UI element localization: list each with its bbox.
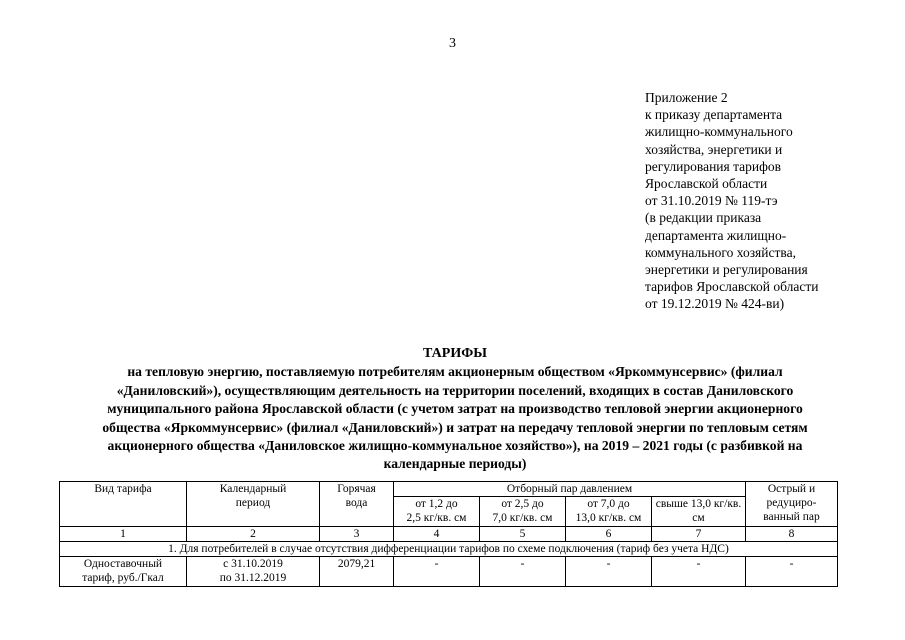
column-number: 3 bbox=[320, 527, 394, 542]
table-row bbox=[60, 557, 838, 587]
document-title: ТАРИФЫ bbox=[423, 346, 487, 361]
title-line: муниципального района Ярославской области (с учетом затрат на производство тепловой энергии акционерного bbox=[107, 401, 803, 417]
column-number: 2 bbox=[187, 527, 320, 542]
header-hot-water-line: Горячая bbox=[337, 483, 376, 495]
row-steam-4: - bbox=[652, 557, 746, 587]
appendix-line: от 19.12.2019 № 424-ви) bbox=[645, 296, 785, 312]
header-steam-line: 2,5 кг/кв. см bbox=[406, 512, 467, 524]
title-line: акционерного общества «Даниловское жилищно-коммунальное хозяйство»), на 2019 – 2021 годы (с разбивкой на bbox=[107, 438, 803, 454]
row-tariff-line: тариф, руб./Гкал bbox=[82, 572, 164, 584]
column-number: 1 bbox=[60, 527, 187, 542]
title-line: календарные периоды) bbox=[383, 456, 527, 472]
row-period-line: по 31.12.2019 bbox=[219, 572, 287, 584]
header-steam-3 bbox=[566, 497, 652, 527]
appendix-line: жилищно-коммунального bbox=[645, 124, 793, 140]
row-hot-water: 2079,21 bbox=[320, 557, 394, 587]
appendix-line: от 31.10.2019 № 119-тэ bbox=[645, 193, 778, 209]
appendix-line: коммунального хозяйства, bbox=[645, 244, 796, 260]
header-steam-line: от 7,0 до bbox=[587, 498, 630, 510]
header-steam-line: свыше 13,0 кг/кв. bbox=[655, 498, 742, 510]
appendix-line: регулирования тарифов bbox=[645, 158, 782, 174]
header-hot-water bbox=[320, 482, 394, 527]
header-steam-line: 7,0 кг/кв. см bbox=[492, 512, 553, 524]
header-period bbox=[187, 482, 320, 527]
row-tariff-line: Одноставочный bbox=[83, 558, 163, 570]
column-number: 4 bbox=[394, 527, 480, 542]
header-sharp-steam bbox=[746, 482, 838, 527]
column-number: 7 bbox=[652, 527, 746, 542]
header-tariff-type: Вид тарифа bbox=[60, 482, 187, 527]
appendix-line: Ярославской области bbox=[645, 176, 768, 192]
header-sharp-line: редуциро- bbox=[766, 497, 817, 509]
row-tariff-type bbox=[60, 557, 187, 587]
section-title: 1. Для потребителей в случае отсутствия дифференциации тарифов по схеме подключения (тариф без учета НДС) bbox=[60, 542, 838, 557]
appendix-line: Приложение 2 bbox=[645, 90, 728, 105]
appendix-line: тарифов Ярославской области bbox=[645, 279, 819, 295]
header-steam-line: 13,0 кг/кв. см bbox=[575, 512, 642, 524]
appendix-line: хозяйства, энергетики и bbox=[645, 141, 783, 157]
row-period bbox=[187, 557, 320, 587]
header-steam-group: Отборный пар давлением bbox=[394, 482, 746, 497]
header-sharp-line: Острый и bbox=[767, 483, 816, 495]
title-line: на тепловую энергию, поставляемую потребителям акционерным обществом «Яркоммунсервис» (филиал bbox=[127, 364, 783, 380]
appendix-line: энергетики и регулирования bbox=[645, 262, 808, 278]
title-line: «Даниловский»), осуществляющим деятельность на территории поселений, входящих в состав Даниловского bbox=[116, 382, 794, 398]
row-steam-1: - bbox=[394, 557, 480, 587]
appendix-line: к приказу департамента bbox=[645, 107, 783, 123]
header-steam-2 bbox=[480, 497, 566, 527]
header-steam-1 bbox=[394, 497, 480, 527]
tariffs-table bbox=[59, 481, 838, 587]
column-number: 8 bbox=[746, 527, 838, 542]
header-period-line: период bbox=[235, 497, 271, 509]
header-steam-4 bbox=[652, 497, 746, 527]
appendix-line: (в редакции приказа bbox=[645, 210, 762, 226]
row-steam-2: - bbox=[480, 557, 566, 587]
header-steam-line: от 2,5 до bbox=[501, 498, 544, 510]
row-sharp: - bbox=[746, 557, 838, 587]
header-steam-line: от 1,2 до bbox=[415, 498, 458, 510]
row-period-line: с 31.10.2019 bbox=[223, 558, 283, 570]
title-line: общества «Яркоммунсервис» (филиал «Даниловский») и затрат на передачу тепловой энергии по тепловым сетям bbox=[102, 419, 808, 435]
appendix-line: департамента жилищно- bbox=[645, 227, 787, 243]
appendix-block bbox=[645, 89, 875, 313]
document-title-block bbox=[55, 345, 855, 474]
header-sharp-line: ванный пар bbox=[763, 511, 820, 523]
header-period-line: Календарный bbox=[219, 483, 287, 495]
column-number: 5 bbox=[480, 527, 566, 542]
page-number: 3 bbox=[449, 36, 456, 51]
header-hot-water-line: вода bbox=[345, 497, 368, 509]
header-steam-line: см bbox=[692, 512, 705, 524]
column-number: 6 bbox=[566, 527, 652, 542]
row-steam-3: - bbox=[566, 557, 652, 587]
